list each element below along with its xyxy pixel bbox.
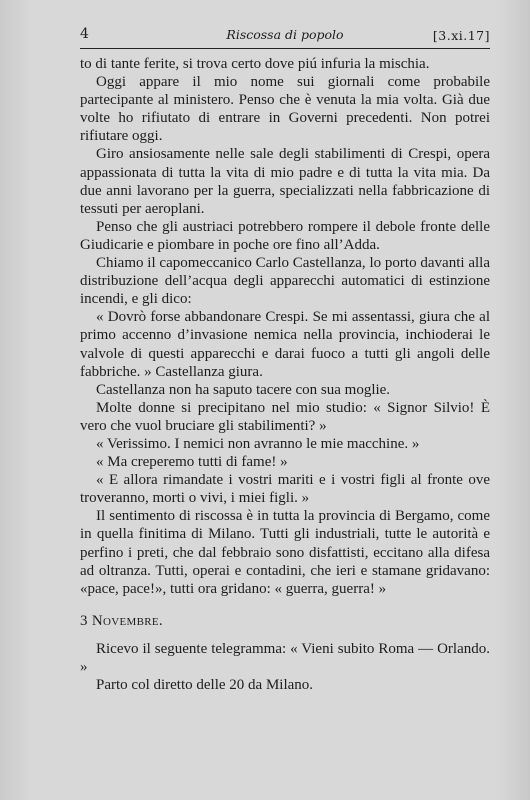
paragraph: Chiamo il capomeccanico Carlo Castellanza, lo porto davanti alla distribuzione dell’acqua degli apparecchi automatici di estinzione incendi, e gli dico:: [80, 255, 490, 308]
paragraph: Molte donne si precipitano nel mio studio: « Signor Silvio! È vero che vuol bruciare gli stabilimenti? »: [80, 399, 490, 434]
paragraph: Castellanza non ha saputo tacere con sua moglie.: [96, 381, 391, 398]
paragraph: Parto col diretto delle 20 da Milano.: [96, 677, 314, 694]
paragraph: « Dovrò forse abbandonare Crespi. Se mi assentassi, giura che al primo accenno d’invasione nemica nella provincia, inchioderai le valvole di questi apparecchi e darai fuoco a tutti gli angoli delle fabbriche. » Castellanza giura.: [80, 309, 490, 380]
running-header: [80, 26, 490, 48]
header-date: [3.xi.17]: [432, 28, 490, 43]
page-body: [80, 55, 490, 694]
date-heading: 3 Novembre.: [80, 612, 163, 629]
paragraph: « Verissimo. I nemici non avranno le mie macchine. »: [96, 435, 420, 452]
paragraph: « Ma creperemo tutti di fame! »: [96, 454, 288, 471]
running-title: Riscossa di popolo: [226, 27, 344, 42]
paragraph: Giro ansiosamente nelle sale degli stabilimenti di Crespi, opera appassionata di tutta la vita di mio padre e di tutta la vita mia. Da due anni lavorano per la guerra, specializzati nella fabbricazione di tessuti per aeroplani.: [80, 146, 490, 217]
paragraph: Oggi appare il mio nome sui giornali come probabile partecipante al ministero. Penso che è venuta la mia volta. Già due volte ho rifiutato di entrare in Governi precedenti. Non potrei rifiutare oggi.: [80, 74, 490, 145]
header-rule: [80, 48, 490, 49]
paragraph: « E allora rimandate i vostri mariti e i vostri figli al fronte ove troveranno, morti o vivi, i miei figli. »: [80, 472, 490, 507]
paragraph: Il sentimento di riscossa è in tutta la provincia di Bergamo, come in quella finitima di Milano. Tutti gli industriali, tutte le autorità e perfino i preti, che dal febbraio sono disfattisti, eccitano alla difesa ad oltranza. Tutti, operai e contadini, che ieri e stamane gridavano: «pace, pace!», tutti ora gridano: « guerra, guerra! »: [80, 508, 490, 597]
paragraph: to di tante ferite, si trova certo dove piú infuria la mischia.: [80, 56, 430, 72]
paragraph: Penso che gli austriaci potrebbero rompere il debole fronte delle Giudicarie e piombare in poche ore fino all’Adda.: [80, 218, 490, 253]
paragraph: Ricevo il seguente telegramma: « Vieni subito Roma — Orlando. »: [80, 640, 490, 675]
page-number: 4: [80, 26, 89, 42]
